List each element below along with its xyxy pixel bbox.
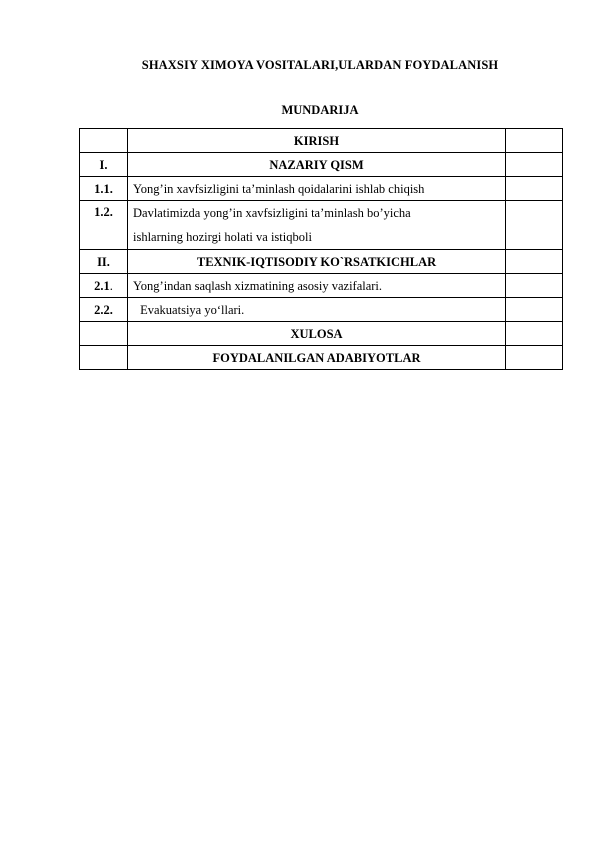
toc-row-number: 1.2.	[80, 201, 128, 250]
toc-row-foydalanilgan-adabiyotlar	[80, 346, 563, 370]
toc-row-number: II.	[80, 250, 128, 274]
toc-row-title: XULOSA	[128, 322, 506, 346]
toc-row-title: FOYDALANILGAN ADABIYOTLAR	[128, 346, 506, 370]
document-title: SHAXSIY XIMOYA VOSITALARI,ULARDAN FOYDALANISH	[141, 58, 499, 72]
toc-row-page	[506, 346, 563, 370]
toc-row-page	[506, 153, 563, 177]
toc-row-number: 1.1.	[80, 177, 128, 201]
toc-row-number	[80, 322, 128, 346]
toc-row-title: TEXNIK-IQTISODIY KO`RSATKICHLAR	[128, 250, 506, 274]
toc-row-number	[80, 274, 128, 298]
toc-row-page	[506, 274, 563, 298]
toc-row-title: KIRISH	[128, 129, 506, 153]
toc-row-number	[80, 346, 128, 370]
toc-row-page	[506, 129, 563, 153]
contents-heading: MUNDARIJA	[281, 103, 359, 117]
toc-row-title: Evakuatsiya yo‘llari.	[128, 298, 506, 322]
toc-row-number: I.	[80, 153, 128, 177]
toc-row-title	[128, 201, 506, 250]
toc-row-number-suffix: .	[109, 278, 113, 293]
toc-row-nazariy-qism	[80, 153, 563, 177]
toc-row-page	[506, 177, 563, 201]
toc-row-number	[80, 129, 128, 153]
toc-row-1-2	[80, 201, 563, 250]
toc-row-kirish	[80, 129, 563, 153]
table-of-contents	[79, 128, 563, 370]
toc-row-texnik-iqtisodiy	[80, 250, 563, 274]
toc-row-page	[506, 298, 563, 322]
toc-row-title: Yong’in xavfsizligini ta’minlash qoidalarini ishlab chiqish	[128, 177, 506, 201]
toc-row-2-2	[80, 298, 563, 322]
toc-row-number: 2.2.	[80, 298, 128, 322]
toc-row-page	[506, 201, 563, 250]
toc-row-title: NAZARIY QISM	[128, 153, 506, 177]
toc-row-1-1	[80, 177, 563, 201]
toc-row-2-1	[80, 274, 563, 298]
toc-row-page	[506, 250, 563, 274]
toc-row-page	[506, 322, 563, 346]
toc-row-title: Yong’indan saqlash xizmatining asosiy vazifalari.	[128, 274, 506, 298]
toc-row-number-main: 2.1	[94, 278, 110, 293]
toc-row-title-line-2: ishlarning hozirgi holati va istiqboli	[133, 230, 312, 244]
toc-row-title-line-1: Davlatimizda yong’in xavfsizligini ta’minlash bo’yicha	[133, 206, 411, 220]
toc-row-xulosa	[80, 322, 563, 346]
